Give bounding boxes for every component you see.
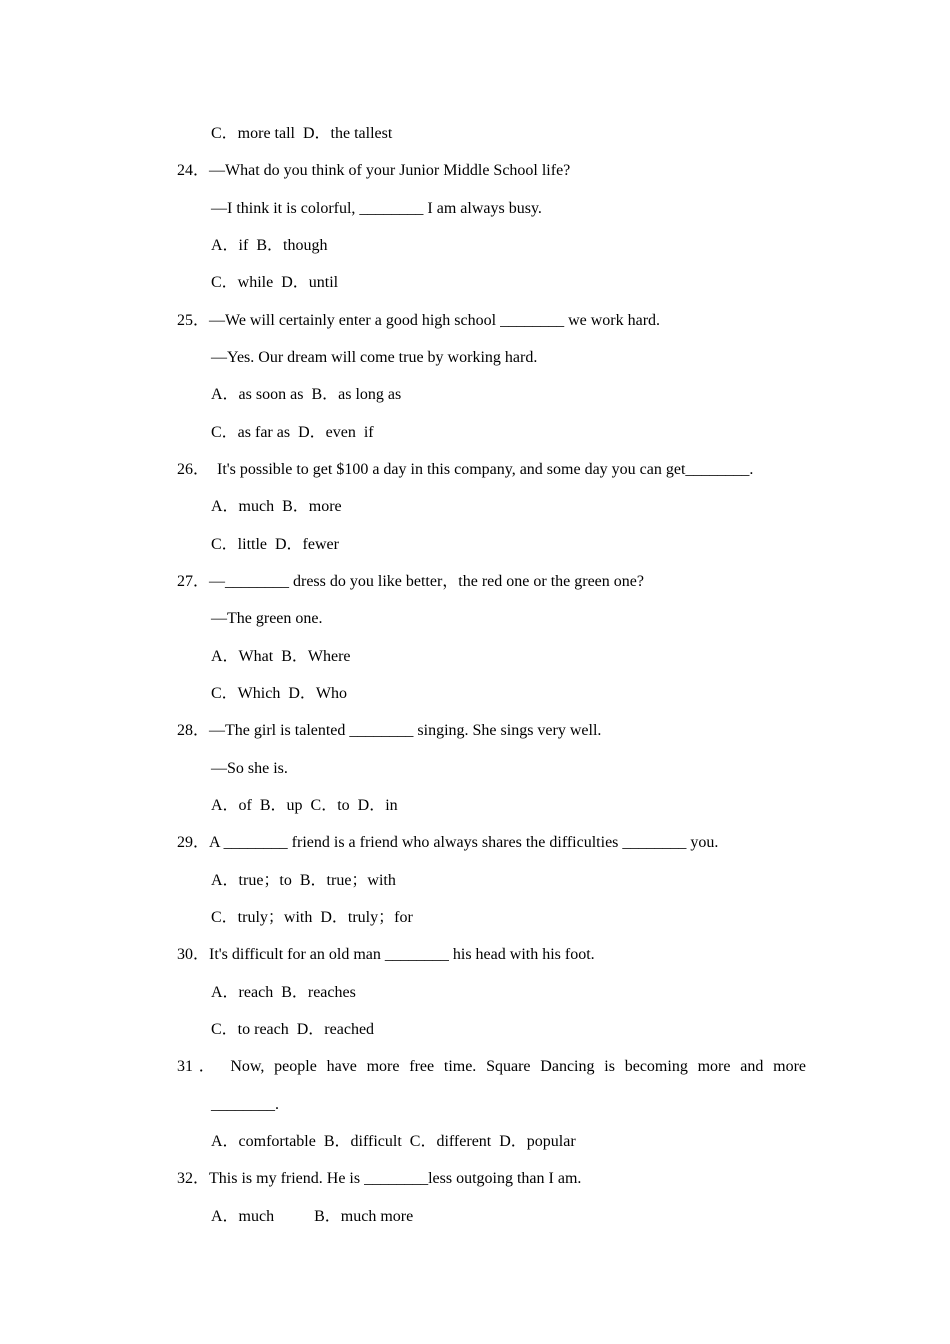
dialogue-line: —I think it is colorful, ________ I am always busy. [211, 200, 542, 217]
option-line: C．Which D．Who [211, 685, 347, 702]
question-32: 32．This is my friend. He is ________less outgoing than I am. [177, 1170, 582, 1187]
question-30: 30．It's difficult for an old man ________ his head with his foot. [177, 946, 595, 963]
option-line: A．much B．much more [211, 1208, 414, 1225]
dialogue-line: —Yes. Our dream will come true by working hard. [211, 349, 538, 366]
option-line: A．true；to B．true；with [211, 872, 396, 889]
option-line: A．of B．up C．to D．in [211, 797, 398, 814]
option-line: A．What B．Where [211, 648, 351, 665]
option-line: A．reach B．reaches [211, 984, 356, 1001]
option-line: A．if B．though [211, 237, 328, 254]
option-line: C．as far as D．even if [211, 424, 374, 441]
question-24: 24．—What do you think of your Junior Middle School life? [177, 162, 571, 179]
question-27: 27．—________ dress do you like better，the red one or the green one? [177, 573, 644, 590]
question-29: 29．A ________ friend is a friend who always shares the difficulties ________ you. [177, 834, 719, 851]
question-28: 28．—The girl is talented ________ singing. She sings very well. [177, 722, 602, 739]
option-line: C．while D．until [211, 274, 339, 291]
option-line: C．more tall D．the tallest [211, 125, 393, 142]
question-31: 31． Now, people have more free time. Square Dancing is becoming more and more [177, 1058, 806, 1075]
option-line: A．comfortable B．difficult C．different D．popular [211, 1133, 576, 1150]
question-26: 26． It's possible to get $100 a day in this company, and some day you can get________. [177, 461, 754, 478]
option-line: A．much B．more [211, 498, 342, 515]
option-line: C．truly；with D．truly；for [211, 909, 413, 926]
dialogue-line: —So she is. [211, 760, 288, 777]
option-line: C．little D．fewer [211, 536, 339, 553]
option-line: C．to reach D．reached [211, 1021, 375, 1038]
question-25: 25．—We will certainly enter a good high school ________ we work hard. [177, 312, 661, 329]
dialogue-line: —The green one. [211, 610, 323, 627]
option-line: A．as soon as B．as long as [211, 386, 402, 403]
answer-blank-line: ________. [211, 1096, 279, 1113]
